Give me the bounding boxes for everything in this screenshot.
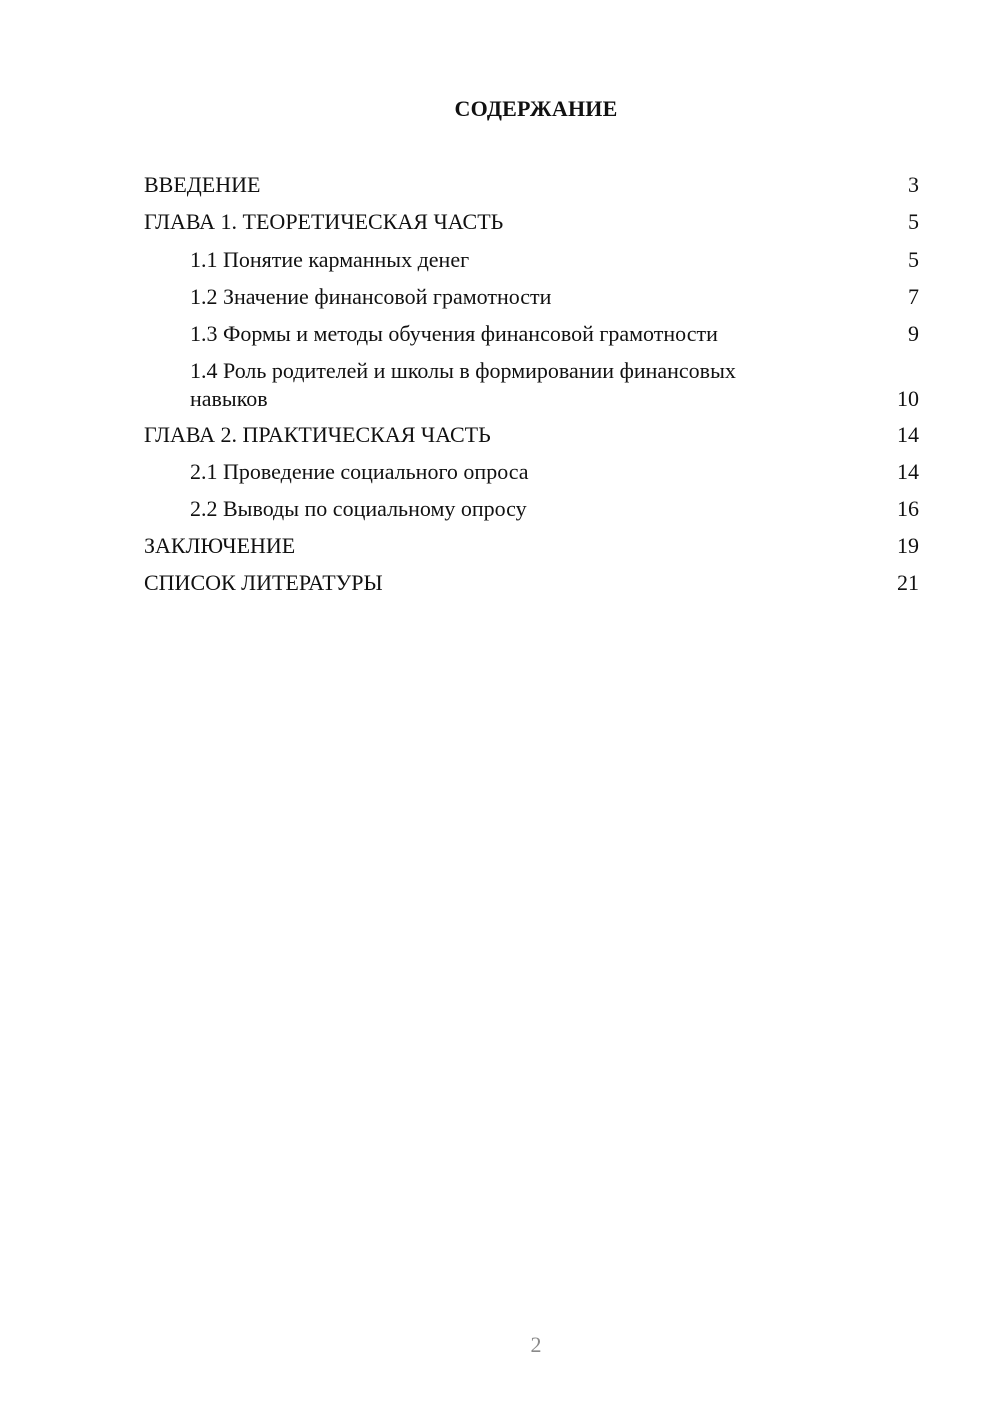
- toc-entry-section-1-3: [190, 320, 919, 348]
- toc-entry-page: 5: [908, 209, 919, 234]
- toc-entry-page: 5: [908, 247, 919, 272]
- toc-entry-text: СПИСОК ЛИТЕРАТУРЫ: [144, 570, 383, 595]
- toc-entry-section-1-2: [190, 283, 919, 311]
- toc-entry-text: 1.3 Формы и методы обучения финансовой грамотности: [190, 321, 718, 346]
- toc-entry-introduction: [144, 171, 919, 199]
- toc-entry-text: ЗАКЛЮЧЕНИЕ: [144, 533, 296, 558]
- toc-entry-text: 2.1 Проведение социального опроса: [190, 459, 529, 484]
- toc-entry-text: 1.2 Значение финансовой грамотности: [190, 284, 552, 309]
- toc-title: СОДЕРЖАНИЕ: [454, 96, 618, 121]
- toc-entry-text: ГЛАВА 2. ПРАКТИЧЕСКАЯ ЧАСТЬ: [144, 422, 491, 447]
- toc-entry-bibliography: [144, 569, 919, 597]
- toc-entry-page: 7: [908, 284, 919, 309]
- toc-entry-chapter-2: [144, 421, 919, 449]
- toc-entry-chapter-1: [144, 208, 919, 236]
- toc-entry-text: ВВЕДЕНИЕ: [144, 172, 261, 197]
- toc-entry-section-2-2: [190, 495, 919, 523]
- toc-entry-page: 19: [897, 533, 919, 558]
- toc-entry-section-1-4: [190, 357, 919, 413]
- toc-entry-page: 9: [908, 321, 919, 346]
- toc-entry-section-1-1: [190, 246, 919, 274]
- toc-entry-text: 1.4 Роль родителей и школы в формировании финансовых навыков: [190, 358, 736, 411]
- toc-entry-page: 14: [897, 422, 919, 447]
- toc-entry-page: 3: [908, 172, 919, 197]
- toc-entry-page: 21: [897, 570, 919, 595]
- toc-entry-page: 16: [897, 496, 919, 521]
- toc-entry-text: 1.1 Понятие карманных денег: [190, 247, 470, 272]
- toc-entry-page: 14: [897, 459, 919, 484]
- toc-entry-section-2-1: [190, 458, 919, 486]
- toc-entry-text: ГЛАВА 1. ТЕОРЕТИЧЕСКАЯ ЧАСТЬ: [144, 209, 504, 234]
- page-number: 2: [530, 1332, 542, 1357]
- toc-entry-conclusion: [144, 532, 919, 560]
- toc-entry-text: 2.2 Выводы по социальному опросу: [190, 496, 527, 521]
- toc-entry-page: 10: [897, 386, 919, 411]
